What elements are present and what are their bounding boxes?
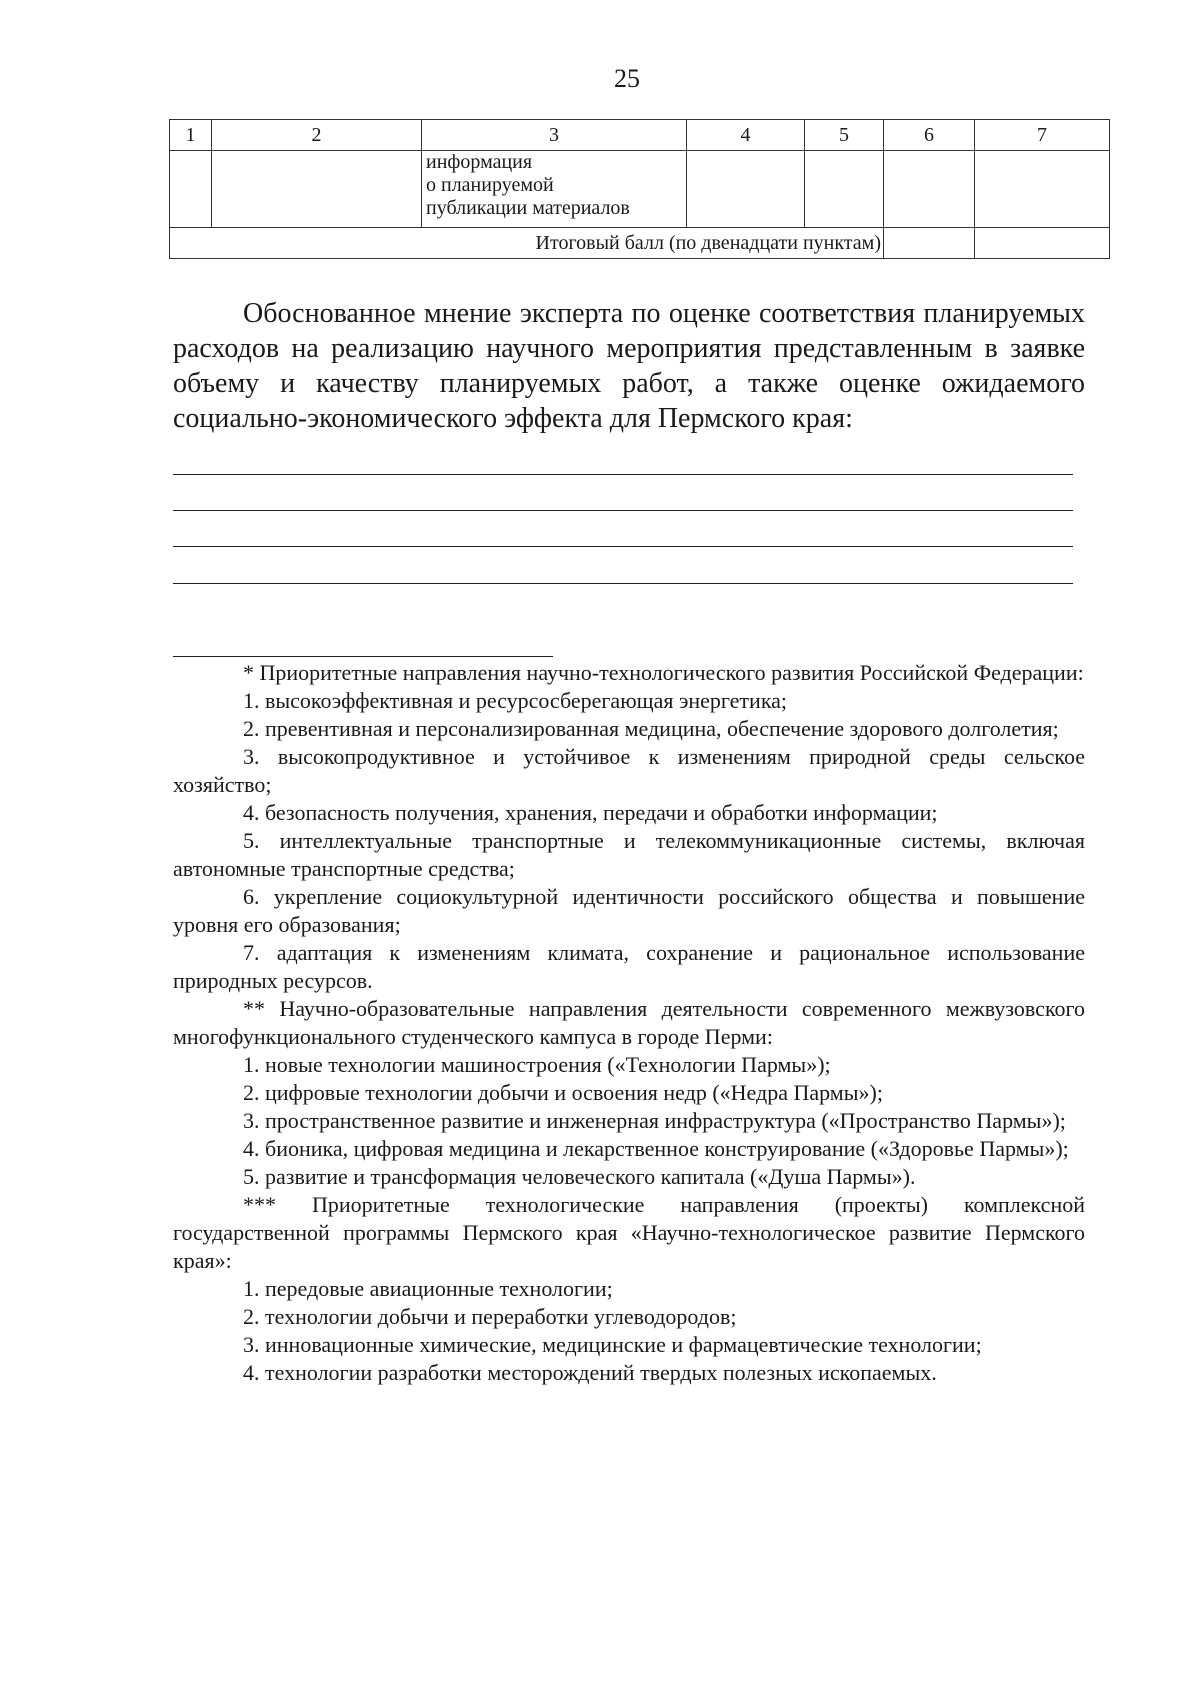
expert-opinion-heading: Обоснованное мнение эксперта по оценке соответствия планируемых расходов на реализацию научного мероприятия представленным в заявке объему и качеству планируемых работ, а также оценке ожидаемого социально-экономического эффекта для Пермского края: — [173, 298, 1085, 434]
answer-line — [173, 510, 1073, 511]
footnote-paragraph: 3. пространственное развитие и инженерная инфраструктура («Пространство Пармы»); — [243, 1108, 1066, 1133]
table-header-cell: 7 — [975, 120, 1110, 151]
footnote-paragraph: 5. развитие и трансформация человеческого капитала («Душа Пармы»). — [243, 1164, 916, 1189]
total-score-cell — [884, 228, 975, 259]
table-header-row — [170, 120, 1110, 151]
footnote-paragraph: 2. превентивная и персонализированная медицина, обеспечение здорового долголетия; — [243, 716, 1059, 741]
table-header-cell: 5 — [805, 120, 884, 151]
table-cell — [884, 151, 975, 228]
footnote-paragraph: * Приоритетные направления научно-технологического развития Российской Федерации: — [243, 660, 1084, 685]
table-header-cell: 4 — [687, 120, 805, 151]
footnote-paragraph: 2. цифровые технологии добычи и освоения недр («Недра Пармы»); — [243, 1080, 883, 1105]
table-cell — [212, 151, 422, 228]
footnote-paragraph: 7. адаптация к изменениям климата, сохранение и рациональное использование природных ресурсов. — [173, 940, 1085, 993]
table-header-cell: 6 — [884, 120, 975, 151]
footnote-separator — [173, 656, 553, 657]
page-number: 25 — [614, 64, 640, 93]
footnote-paragraph: 3. инновационные химические, медицинские и фармацевтические технологии; — [243, 1332, 982, 1357]
footnote-paragraph: 6. укрепление социокультурной идентичности российского общества и повышение уровня его образования; — [173, 884, 1085, 937]
table-cell-criterion — [422, 151, 687, 228]
footnotes — [173, 659, 1085, 1387]
total-row — [170, 228, 1110, 259]
footnote-paragraph: 5. интеллектуальные транспортные и телекоммуникационные системы, включая автономные транспортные средства; — [173, 828, 1085, 881]
footnote-paragraph: 1. передовые авиационные технологии; — [243, 1276, 613, 1301]
total-score-label: Итоговый балл (по двенадцати пунктам) — [170, 228, 884, 259]
footnote-paragraph: 4. технологии разработки месторождений твердых полезных ископаемых. — [243, 1360, 937, 1385]
criterion-line: о планируемой — [426, 174, 554, 196]
footnote-paragraph: 4. бионика, цифровая медицина и лекарственное конструирование («Здоровье Пармы»); — [243, 1136, 1069, 1161]
total-score-cell — [975, 228, 1110, 259]
criterion-line: публикации материалов — [426, 197, 630, 219]
answer-line — [173, 474, 1073, 475]
footnote-paragraph: 2. технологии добычи и переработки углеводородов; — [243, 1304, 737, 1329]
footnote-paragraph: 1. высокоэффективная и ресурсосберегающая энергетика; — [243, 688, 788, 713]
table-header-cell: 1 — [170, 120, 212, 151]
table-header-cell: 2 — [212, 120, 422, 151]
footnote-paragraph: 3. высокопродуктивное и устойчивое к изменениям природной среды сельское хозяйство; — [173, 744, 1085, 797]
table-cell — [975, 151, 1110, 228]
footnote-paragraph: *** Приоритетные технологические направления (проекты) комплексной государственной программы Пермского края «Научно-технологическое развитие Пермского края»: — [173, 1192, 1085, 1273]
table-cell — [170, 151, 212, 228]
table-cell — [687, 151, 805, 228]
answer-line — [173, 546, 1073, 547]
footnote-paragraph: ** Научно-образовательные направления деятельности современного межвузовского многофункционального студенческого кампуса в городе Перми: — [173, 996, 1085, 1049]
table-row — [170, 151, 1110, 228]
evaluation-table — [169, 119, 1110, 259]
table-header-cell: 3 — [422, 120, 687, 151]
footnote-paragraph: 4. безопасность получения, хранения, передачи и обработки информации; — [243, 800, 938, 825]
footnote-paragraph: 1. новые технологии машиностроения («Технологии Пармы»); — [243, 1052, 831, 1077]
answer-line — [173, 583, 1073, 584]
criterion-line: информация — [426, 151, 533, 173]
table-cell — [805, 151, 884, 228]
